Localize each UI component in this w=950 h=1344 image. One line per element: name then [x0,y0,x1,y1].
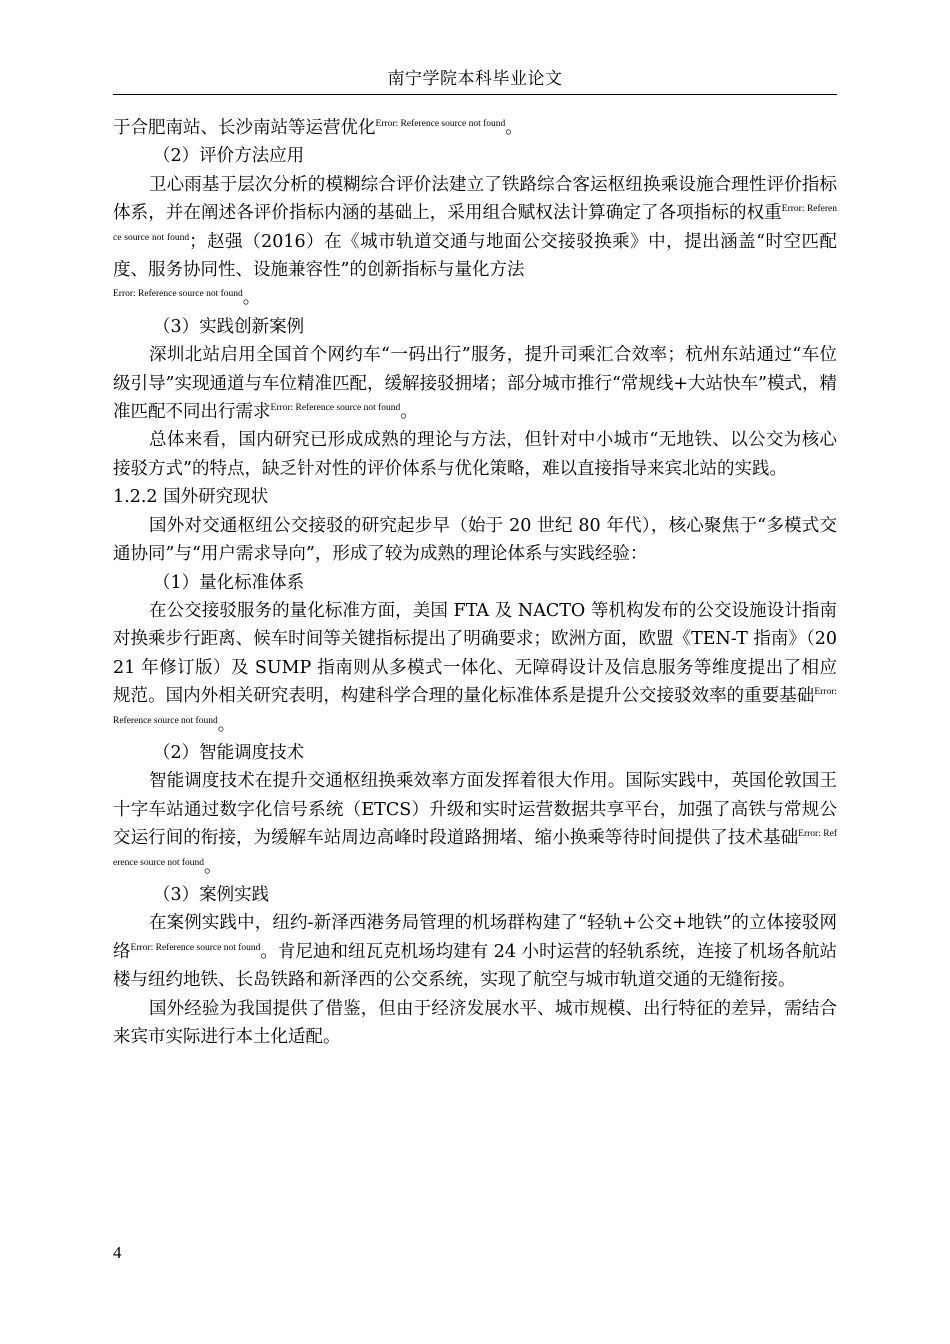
page-number: 4 [113,1243,122,1262]
paragraph-end: 。 [400,402,418,423]
paragraph-evaluation [113,171,837,313]
reference-error: Error: Reference source not found [130,942,261,953]
paragraph-dispatch [113,767,837,881]
paragraph-text: ；赵强（2016）在《城市轨道交通与地面公交接驳换乘》中，提出涵盖“时空匹配度、服务协同性、设施兼容性”的创新指标与量化方法 [113,231,838,281]
section-heading-foreign: 1.2.2 国外研究现状 [113,487,269,508]
reference-error: Error: Reference source not found [113,289,243,300]
paragraph-summary-foreign: 国外经验为我国提供了借鉴，但由于经济发展水平、城市规模、出行特征的差异，需结合来宾市实际进行本土化适配。 [113,998,837,1047]
subheading-evaluation-methods: （2）评价方法应用 [153,146,305,167]
paragraph-text: 卫心雨基于层次分析的模糊综合评价法建立了铁路综合客运枢纽换乘设施合理性评价指标体系，并在阐述各评价指标内涵的基础上，采用组合赋权法计算确定了各项指标的权重 [113,174,837,224]
reference-error: Error: Reference source not found [113,204,838,243]
paragraph-end: 。 [204,856,222,877]
running-header: 南宁学院本科毕业论文 [113,66,837,95]
paragraph-foreign-intro: 国外对交通枢纽公交接驳的研究起步早（始于 20 世纪 80 年代），核心聚焦于“多模式交通协同”与“用户需求导向”，形成了较为成熟的理论体系与实践经验： [113,515,837,565]
subheading-quantitative-standards: （1）量化标准体系 [153,572,305,593]
paragraph-end: 。 [242,288,261,309]
paragraph-practice [113,341,837,426]
subheading-case-practice: （3）案例实践 [153,884,270,905]
reference-error: Error: Reference source not found [375,119,506,129]
subheading-smart-dispatch: （2）智能调度技术 [153,742,305,763]
paragraph-text: 深圳北站启用全国首个网约车“一码出行”服务，提升司乘汇合效率；杭州东站通过“车位级引导”实现通道与车位精准匹配，缓解接驳拥堵；部分城市推行“常规线+大站快车”模式，精准匹配不同出行需求 [113,345,837,423]
paragraph-case [113,909,837,994]
reference-error: Error: Reference source not found [270,403,401,414]
paragraph-text: 。肯尼迪和纽瓦克机场均建有 24 小时运营的轻轨系统，连接了机场各航站楼与纽约地铁、长岛铁路和新泽西的公交系统，实现了航空与城市轨道交通的无缝衔接。 [113,941,838,991]
paragraph-text: 智能调度技术在提升交通枢纽换乘效率方面发挥着很大作用。国际实践中，英国伦敦国王十字车站通过数字化信号系统（ETCS）升级和实时运营数据共享平台，加强了高铁与常规公交运行间的衔接，为缓解车站周边高峰时段道路拥堵、缩小换乘等待时间提供了技术基础 [113,771,837,849]
paragraph-end: 。 [217,714,236,735]
reference-error: Error: Reference source not found [113,829,837,868]
paragraph-text: 在公交接驳服务的量化标准方面，美国 FTA 及 NACTO 等机构发布的公交设施设计指南对换乘步行距离、候车时间等关键指标提出了明确要求；欧洲方面，欧盟《TEN-T 指南》（2021 年修订版）及 SUMP 指南则从多模式一体化、无障碍设计及信息服务等维度提出了相应规范。国内外相关研究表明，构建科学合理的量化标准体系是提升公交接驳效率的重要基础 [113,600,837,707]
page-body [113,114,837,1051]
paragraph-continued [113,114,837,142]
paragraph-text: 于合肥南站、长沙南站等运营优化 [113,118,376,138]
subheading-practice-cases: （3）实践创新案例 [153,316,305,337]
paragraph-text: 在案例实践中，纽约-新泽西港务局管理的机场群构建了“轻轨+公交+地铁”的立体接驳网络 [113,913,837,962]
paragraph-end: 。 [505,118,523,138]
reference-error: Error: Reference source not found [113,687,837,726]
paragraph-standards [113,597,837,739]
paragraph-summary-domestic: 总体来看，国内研究已形成成熟的理论与方法，但针对中小城市“无地铁、以公交为核心接驳方式”的特点，缺乏针对性的评价体系与优化策略，难以直接指导来宾北站的实践。 [113,430,837,479]
